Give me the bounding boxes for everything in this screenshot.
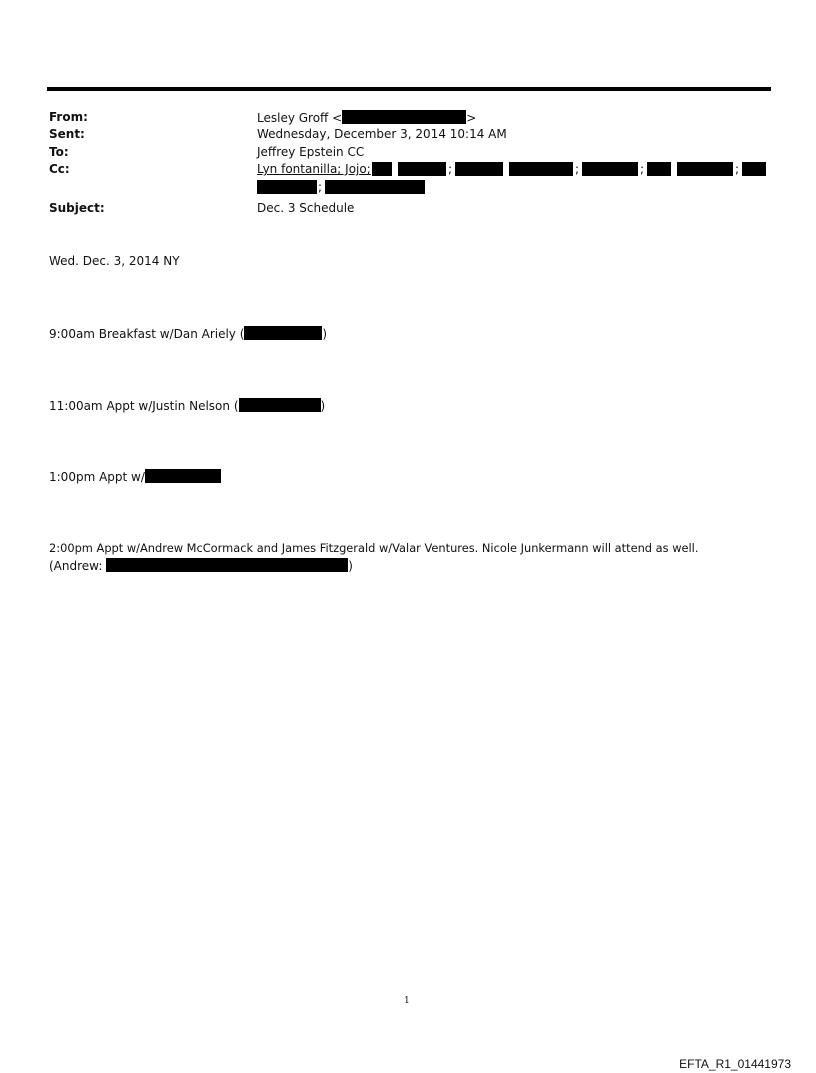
schedule-item-text: 9:00am Breakfast w/Dan Ariely ( (49, 327, 245, 341)
redaction-block (677, 162, 733, 176)
from-label: From: (49, 110, 88, 124)
sent-value: Wednesday, December 3, 2014 10:14 AM (257, 127, 507, 141)
to-value: Jeffrey Epstein CC (257, 145, 365, 159)
redaction-block (582, 162, 638, 176)
redaction-block (342, 110, 466, 124)
sent-label: Sent: (49, 127, 85, 141)
cc-separator: ; (735, 162, 740, 176)
schedule-item-appt-1pm (49, 469, 221, 484)
schedule-item-text: 1:00pm Appt w/ (49, 470, 145, 484)
schedule-item-appt-valar-contact (49, 558, 353, 573)
redaction-block (239, 398, 321, 412)
page-number: 1 (404, 996, 410, 1006)
redaction-block (647, 162, 671, 176)
redaction-block (325, 180, 425, 194)
schedule-item-appt-valar: 2:00pm Appt w/Andrew McCormack and James Fitzgerald w/Valar Ventures. Nicole Junkermann will attend as well. (49, 541, 699, 555)
schedule-item-close: ) (348, 559, 353, 573)
cc-separator: ; (640, 162, 645, 176)
cc-separator: ; (575, 162, 580, 176)
schedule-item-breakfast (49, 326, 327, 341)
cc-value: Lyn fontanilla; Jojo; (257, 162, 371, 176)
from-value (257, 110, 476, 125)
schedule-item-text: (Andrew: (49, 559, 103, 573)
redaction-block (244, 326, 322, 340)
redaction-block (106, 558, 348, 572)
document-id: EFTA_R1_01441973 (679, 1057, 791, 1071)
schedule-item-text: 11:00am Appt w/Justin Nelson ( (49, 399, 239, 413)
schedule-item-close: ) (322, 327, 328, 341)
to-label: To: (49, 145, 69, 159)
redaction-block (509, 162, 573, 176)
redaction-block (455, 162, 503, 176)
redaction-block (372, 162, 392, 176)
cc-separator: ; (448, 162, 453, 176)
cc-separator: ; (318, 180, 323, 194)
schedule-item-appt-nelson (49, 398, 325, 413)
cc-label: Cc: (49, 162, 70, 176)
subject-value: Dec. 3 Schedule (257, 201, 355, 215)
header-rule (47, 87, 771, 91)
redaction-block (257, 180, 317, 194)
redaction-block (145, 469, 221, 483)
schedule-item-close: ) (320, 399, 326, 413)
subject-label: Subject: (49, 201, 105, 215)
redaction-block (398, 162, 446, 176)
from-close: > (466, 111, 477, 125)
from-name: Lesley Groff < (257, 111, 343, 125)
body-date-line: Wed. Dec. 3, 2014 NY (49, 254, 180, 268)
redaction-block (742, 162, 766, 176)
